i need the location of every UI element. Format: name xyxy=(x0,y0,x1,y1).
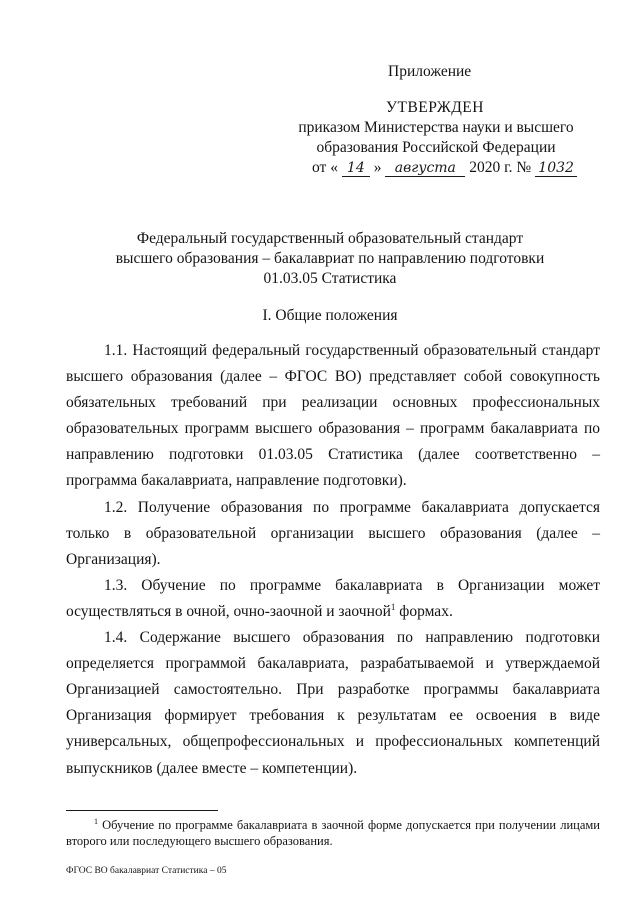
order-day-field xyxy=(342,160,370,177)
footnote xyxy=(66,817,600,849)
order-from-label: от « xyxy=(312,159,338,176)
paragraph-1-3-text: 1.3. Обучение по программе бакалавриата в Организации может осуществляться в очной, очно-заочной и заочной xyxy=(66,576,600,620)
footnote-text: Обучение по программе бакалавриата в заочной форме допускается при получении лицами второго или последующего высшего образования. xyxy=(66,818,600,848)
paragraph-1-4: 1.4. Содержание высшего образования по направлению подготовки определяется программой бакалавриата, разрабатываемой и утверждаемой Организацией самостоятельно. При разработке программы бакалавриата Организация формирует требования к результатам ее освоения в виде универсальных, общепрофессиональных и профессиональных компетенций выпускников (далее вместе – компетенции). xyxy=(66,629,600,777)
paragraph-1-3-end: формах. xyxy=(395,602,453,620)
title-line-1: Федеральный государственный образовательный стандарт xyxy=(136,230,524,247)
title-line-2: высшего образования – бакалавриат по направлению подготовки xyxy=(115,250,545,267)
body-text xyxy=(66,338,600,782)
order-month-field xyxy=(385,160,465,177)
standard-title xyxy=(80,229,580,289)
annex-label: Приложение xyxy=(388,63,472,80)
approval-line-1: приказом Министерства науки и высшего xyxy=(298,119,574,136)
paragraph-1-3 xyxy=(66,573,600,625)
title-line-3: 01.03.05 Статистика xyxy=(263,270,397,287)
paragraph-1-2: 1.2. Получение образования по программе бакалавриата допускается только в образовательной организации высшего образования (далее – Организация). xyxy=(66,498,600,568)
order-quote-close: » xyxy=(373,159,382,176)
order-month-handwritten: августа xyxy=(394,160,456,176)
order-year-label: 2020 г. № xyxy=(469,159,532,176)
order-number-field xyxy=(535,160,577,177)
footnote-divider xyxy=(66,810,218,811)
order-date-line xyxy=(282,158,582,178)
order-number-handwritten: 1032 xyxy=(538,160,574,176)
paragraph-1-1: 1.1. Настоящий федеральный государственный образовательный стандарт высшего образования (далее – ФГОС ВО) представляет собой совокупность обязательных требований при реализации основных профессиональных образовательных программ высшего образования – программ бакалавриата по направлению подготовки 01.03.05 Статистика (далее соответственно – программа бакалавриата, направление подготовки). xyxy=(66,342,600,490)
section-heading: I. Общие положения xyxy=(262,307,398,324)
running-footer: ФГОС ВО бакалавриат Статистика – 05 xyxy=(66,866,227,876)
approval-line-2: образования Российской Федерации xyxy=(316,139,556,156)
footnote-reference: 1 xyxy=(390,601,396,612)
approved-label: УТВЕРЖДЕН xyxy=(386,99,484,116)
footnote-mark: 1 xyxy=(94,816,98,826)
order-day-handwritten: 14 xyxy=(346,160,365,176)
approval-block xyxy=(282,62,582,178)
